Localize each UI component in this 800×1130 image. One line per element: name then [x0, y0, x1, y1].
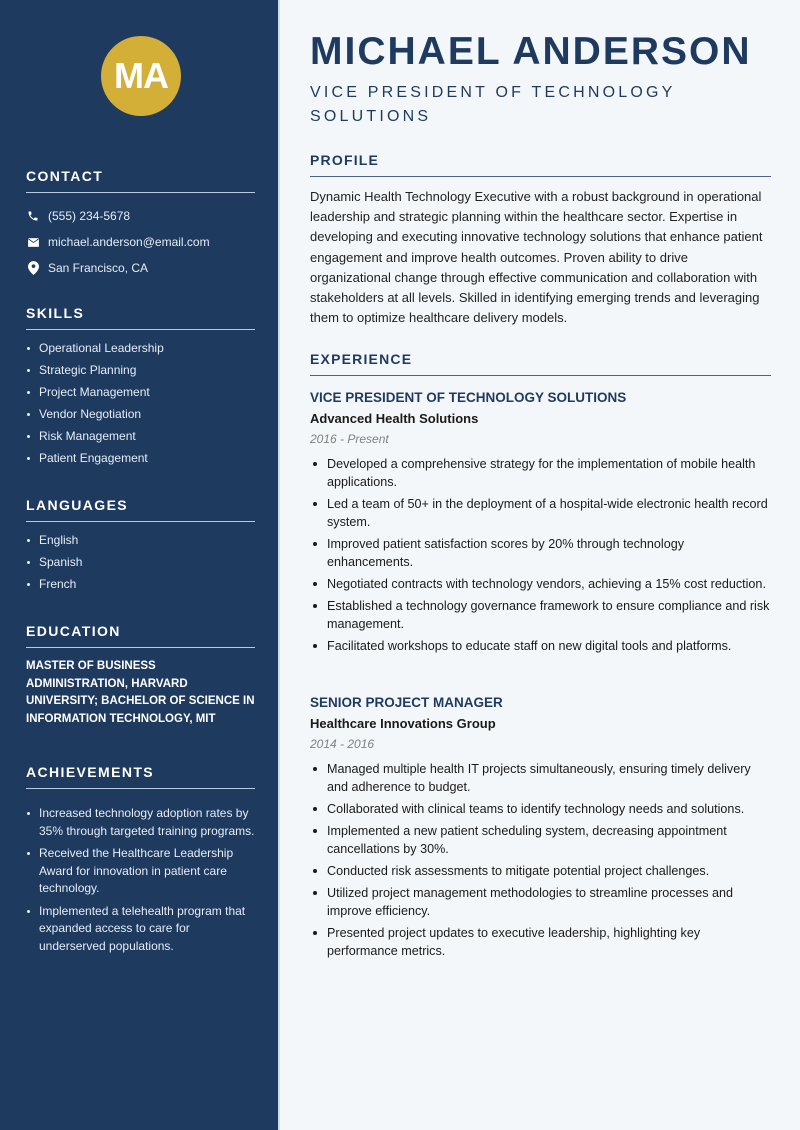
language-item: French — [26, 576, 255, 592]
job-title: VICE PRESIDENT OF TECHNOLOGY SOLUTIONS — [310, 390, 627, 405]
job-bullet: Negotiated contracts with technology vendors, achieving a 15% cost reduction. — [310, 575, 771, 593]
job-bullet: Facilitated workshops to educate staff on new digital tools and platforms. — [310, 637, 771, 655]
job-bullet: Conducted risk assessments to mitigate potential project challenges. — [310, 862, 771, 880]
job-company: Healthcare Innovations Group — [310, 716, 496, 731]
job-company: Advanced Health Solutions — [310, 411, 479, 426]
skill-item: Strategic Planning — [26, 362, 255, 378]
skill-item: Project Management — [26, 384, 255, 400]
job-bullet: Utilized project management methodologies to streamline processes and improve efficiency. — [310, 884, 771, 920]
languages-heading: LANGUAGES — [26, 497, 255, 522]
language-item: English — [26, 532, 255, 548]
achievement-item: Received the Healthcare Leadership Award for innovation in patient care technology. — [26, 845, 255, 898]
skill-item: Risk Management — [26, 428, 255, 444]
profile-heading: PROFILE — [310, 152, 771, 177]
location-text: San Francisco, CA — [48, 261, 149, 275]
phone-text: (555) 234-5678 — [48, 209, 131, 223]
email-text: michael.anderson@email.com — [48, 235, 210, 249]
achievements-section — [26, 764, 255, 960]
achievements-heading: ACHIEVEMENTS — [26, 764, 255, 789]
job-bullets — [310, 760, 771, 960]
job-bullet: Implemented a new patient scheduling system, decreasing appointment cancellations by 30%. — [310, 822, 771, 858]
contact-location — [26, 255, 255, 281]
achievement-item: Increased technology adoption rates by 35% through targeted training programs. — [26, 805, 255, 840]
job-bullet: Improved patient satisfaction scores by 20% through technology enhancements. — [310, 535, 771, 571]
profile-text: Dynamic Health Technology Executive with a robust background in operational leadership and strategic planning within the healthcare sector. Expertise in developing and executing innovative technology solutions that enhance patient engagement and improve health outcomes. Proven ability to drive organizational change through effective communication and collaboration with stakeholders at all levels. Skilled in identifying emerging trends and leveraging them to optimize healthcare delivery models. — [310, 189, 763, 326]
job-bullet: Presented project updates to executive leadership, highlighting key performance metrics. — [310, 924, 771, 960]
profile-section — [310, 152, 771, 328]
location-pin-icon — [26, 261, 40, 275]
job-bullet: Developed a comprehensive strategy for the implementation of mobile health applications. — [310, 455, 771, 491]
sidebar — [0, 0, 280, 1130]
experience-heading: EXPERIENCE — [310, 351, 771, 376]
job-bullet: Established a technology governance framework to ensure compliance and risk management. — [310, 597, 771, 633]
contact-section — [26, 168, 255, 281]
achievement-item: Implemented a telehealth program that expanded access to care for underserved populations. — [26, 903, 255, 956]
languages-list — [26, 532, 255, 592]
avatar — [101, 36, 181, 116]
phone-icon — [26, 209, 40, 223]
avatar-initials: MA — [114, 55, 168, 96]
job-entry — [310, 390, 771, 659]
contact-list — [26, 203, 255, 281]
job-bullet: Collaborated with clinical teams to identify technology needs and solutions. — [310, 800, 771, 818]
skills-section — [26, 305, 255, 472]
contact-phone — [26, 203, 255, 229]
skill-item: Operational Leadership — [26, 340, 255, 356]
job-bullet: Led a team of 50+ in the deployment of a hospital-wide electronic health record system. — [310, 495, 771, 531]
person-title: VICE PRESIDENT OF TECHNOLOGY SOLUTIONS — [310, 84, 676, 125]
skill-item: Vendor Negotiation — [26, 406, 255, 422]
email-icon — [26, 235, 40, 249]
contact-heading: CONTACT — [26, 168, 255, 193]
job-bullet: Managed multiple health IT projects simultaneously, ensuring timely delivery and adherence to budget. — [310, 760, 771, 796]
language-item: Spanish — [26, 554, 255, 570]
job-entry — [310, 695, 771, 964]
languages-section — [26, 497, 255, 598]
job-bullets — [310, 455, 771, 655]
job-dates: 2014 - 2016 — [310, 737, 375, 751]
job-dates: 2016 - Present — [310, 432, 389, 446]
skill-item: Patient Engagement — [26, 450, 255, 466]
person-name: MICHAEL ANDERSON — [310, 30, 752, 73]
job-title: SENIOR PROJECT MANAGER — [310, 695, 503, 710]
skills-list — [26, 340, 255, 466]
education-section — [26, 623, 255, 728]
achievements-list — [26, 805, 255, 955]
contact-email — [26, 229, 255, 255]
skills-heading: SKILLS — [26, 305, 255, 330]
education-heading: EDUCATION — [26, 623, 255, 648]
education-text: MASTER OF BUSINESS ADMINISTRATION, HARVARD UNIVERSITY; BACHELOR OF SCIENCE IN INFORMATION TECHNOLOGY, MIT — [26, 660, 255, 725]
experience-section — [310, 351, 771, 376]
